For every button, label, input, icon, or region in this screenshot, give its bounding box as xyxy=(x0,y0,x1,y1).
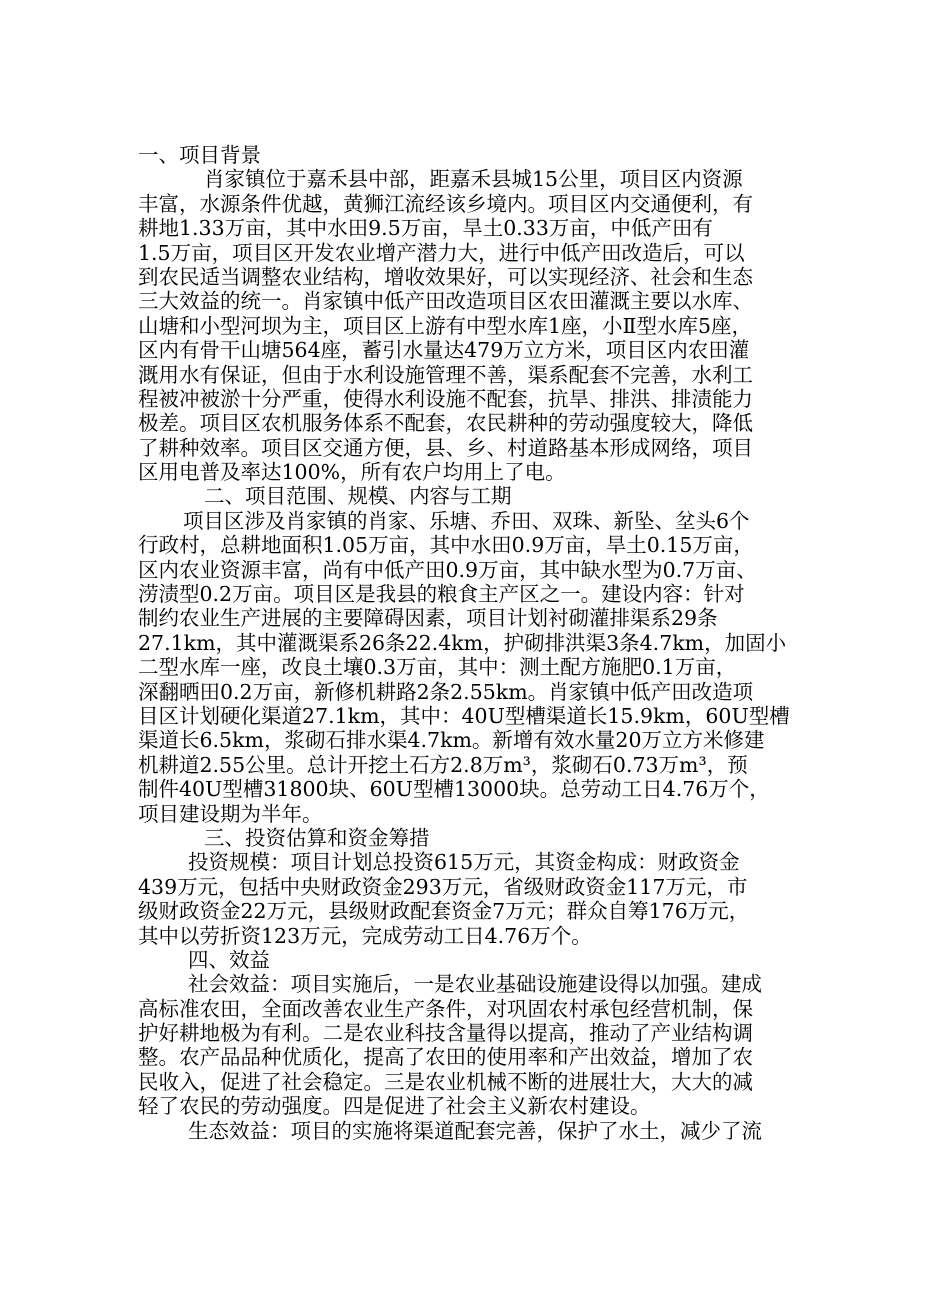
paragraph-line: 高标准农田，全面改善农业生产条件，对巩固农村承包经营机制，保 xyxy=(138,996,753,1021)
paragraph-line: 山塘和小型河坝为主，项目区上游有中型水库1座，小Ⅱ型水库5座， xyxy=(138,313,753,338)
paragraph-line: 轻了农民的劳动强度。四是促进了社会主义新农村建设。 xyxy=(138,1094,651,1119)
paragraph-line: 耕地1.33万亩，其中水田9.5万亩，旱土0.33万亩，中低产田有 xyxy=(138,216,713,241)
paragraph-line: 三大效益的统一。肖家镇中低产田改造项目区农田灌溉主要以水库、 xyxy=(138,289,753,314)
paragraph-line: 项目区涉及肖家镇的肖家、乐塘、乔田、双珠、新坠、坌头6个 xyxy=(183,508,750,533)
paragraph-line: 项目建设期为半年。 xyxy=(138,801,323,826)
paragraph-line: 制约农业生产进展的主要障碍因素，项目计划衬砌灌排渠系29条 xyxy=(138,606,718,631)
heading-benefits: 四、效益 xyxy=(188,947,270,972)
document-body xyxy=(138,143,818,1143)
paragraph-line: 439万元，包括中央财政资金293万元，省级财政资金117万元，市 xyxy=(138,874,748,899)
paragraph-line: 制件40U型槽31800块、60U型槽13000块。总劳动工日4.76万个， xyxy=(138,777,770,802)
paragraph-line: 其中以劳折资123万元，完成劳动工日4.76万个。 xyxy=(138,923,592,948)
paragraph-line: 深翻晒田0.2万亩，新修机耕路2条2.55km。肖家镇中低产田改造项 xyxy=(138,679,754,704)
paragraph-line: 肖家镇位于嘉禾县中部，距嘉禾县城15公里，项目区内资源 xyxy=(204,167,743,192)
paragraph-line: 极差。项目区农机服务体系不配套，农民耕种的劳动强度较大，降低 xyxy=(138,411,753,436)
paragraph-line: 整。农产品品种优质化，提高了农田的使用率和产出效益，增加了农 xyxy=(138,1045,753,1070)
paragraph-line: 区内有骨干山塘564座，蓄引水量达479万立方米，项目区内农田灌 xyxy=(138,338,750,363)
paragraph-line: 目区计划硬化渠道27.1km，其中：40U型槽渠道长15.9km，60U型槽 xyxy=(138,703,790,728)
paragraph-line: 区用电普及率达100%，所有农户均用上了电。 xyxy=(138,460,566,485)
paragraph-line: 溉用水有保证，但由于水利设施管理不善，渠系配套不完善，水利工 xyxy=(138,362,753,387)
paragraph-line: 民收入，促进了社会稳定。三是农业机械不断的进展壮大，大大的减 xyxy=(138,1069,753,1094)
paragraph-line: 二型水库一座，改良土壤0.3万亩，其中：测土配方施肥0.1万亩， xyxy=(138,655,737,680)
paragraph-line: 机耕道2.55公里。总计开挖土石方2.8万m³，浆砌石0.73万m³，预 xyxy=(138,752,748,777)
paragraph-line: 1.5万亩，项目区开发农业增产潜力大，进行中低产田改造后，可以 xyxy=(138,240,745,265)
paragraph-line: 护好耕地极为有利。二是农业科技含量得以提高，推动了产业结构调 xyxy=(138,1021,753,1046)
paragraph-line: 27.1km，其中灌溉渠系26条22.4km，护砌排洪渠3条4.7km，加固小 xyxy=(138,630,787,655)
paragraph-line: 区内农业资源丰富，尚有中低产田0.9万亩，其中缺水型为0.7万亩、 xyxy=(138,557,757,582)
paragraph-line: 丰富，水源条件优越，黄狮江流经该乡境内。项目区内交通便利，有 xyxy=(138,191,753,216)
heading-project-background: 一、项目背景 xyxy=(138,143,261,167)
paragraph-line: 行政村，总耕地面积1.05万亩，其中水田0.9万亩，旱土0.15万亩， xyxy=(138,533,754,558)
paragraph-line: 程被冲被淤十分严重，使得水利设施不配套，抗旱、排洪、排渍能力 xyxy=(138,386,753,411)
paragraph-line: 到农民适当调整农业结构，增收效果好，可以实现经济、社会和生态 xyxy=(138,264,753,289)
paragraph-line: 投资规模：项目计划总投资615万元，其资金构成：财政资金 xyxy=(188,850,740,875)
paragraph-line: 渠道长6.5km，浆砌石排水渠4.7km。新增有效水量20万立方米修建 xyxy=(138,728,765,753)
paragraph-line: 涝渍型0.2万亩。项目区是我县的粮食主产区之一。建设内容：针对 xyxy=(138,582,745,607)
heading-project-scope: 二、项目范围、规模、内容与工期 xyxy=(204,484,512,509)
paragraph-line: 了耕种效率。项目区交通方便，县、乡、村道路基本形成网络，项目 xyxy=(138,435,753,460)
paragraph-line: 级财政资金22万元，县级财政配套资金7万元；群众自筹176万元， xyxy=(138,899,750,924)
paragraph-line: 生态效益：项目的实施将渠道配套完善，保护了水土，减少了流 xyxy=(188,1118,762,1143)
paragraph-line: 社会效益：项目实施后，一是农业基础设施建设得以加强。建成 xyxy=(188,972,762,997)
heading-investment: 三、投资估算和资金筹措 xyxy=(204,825,430,850)
